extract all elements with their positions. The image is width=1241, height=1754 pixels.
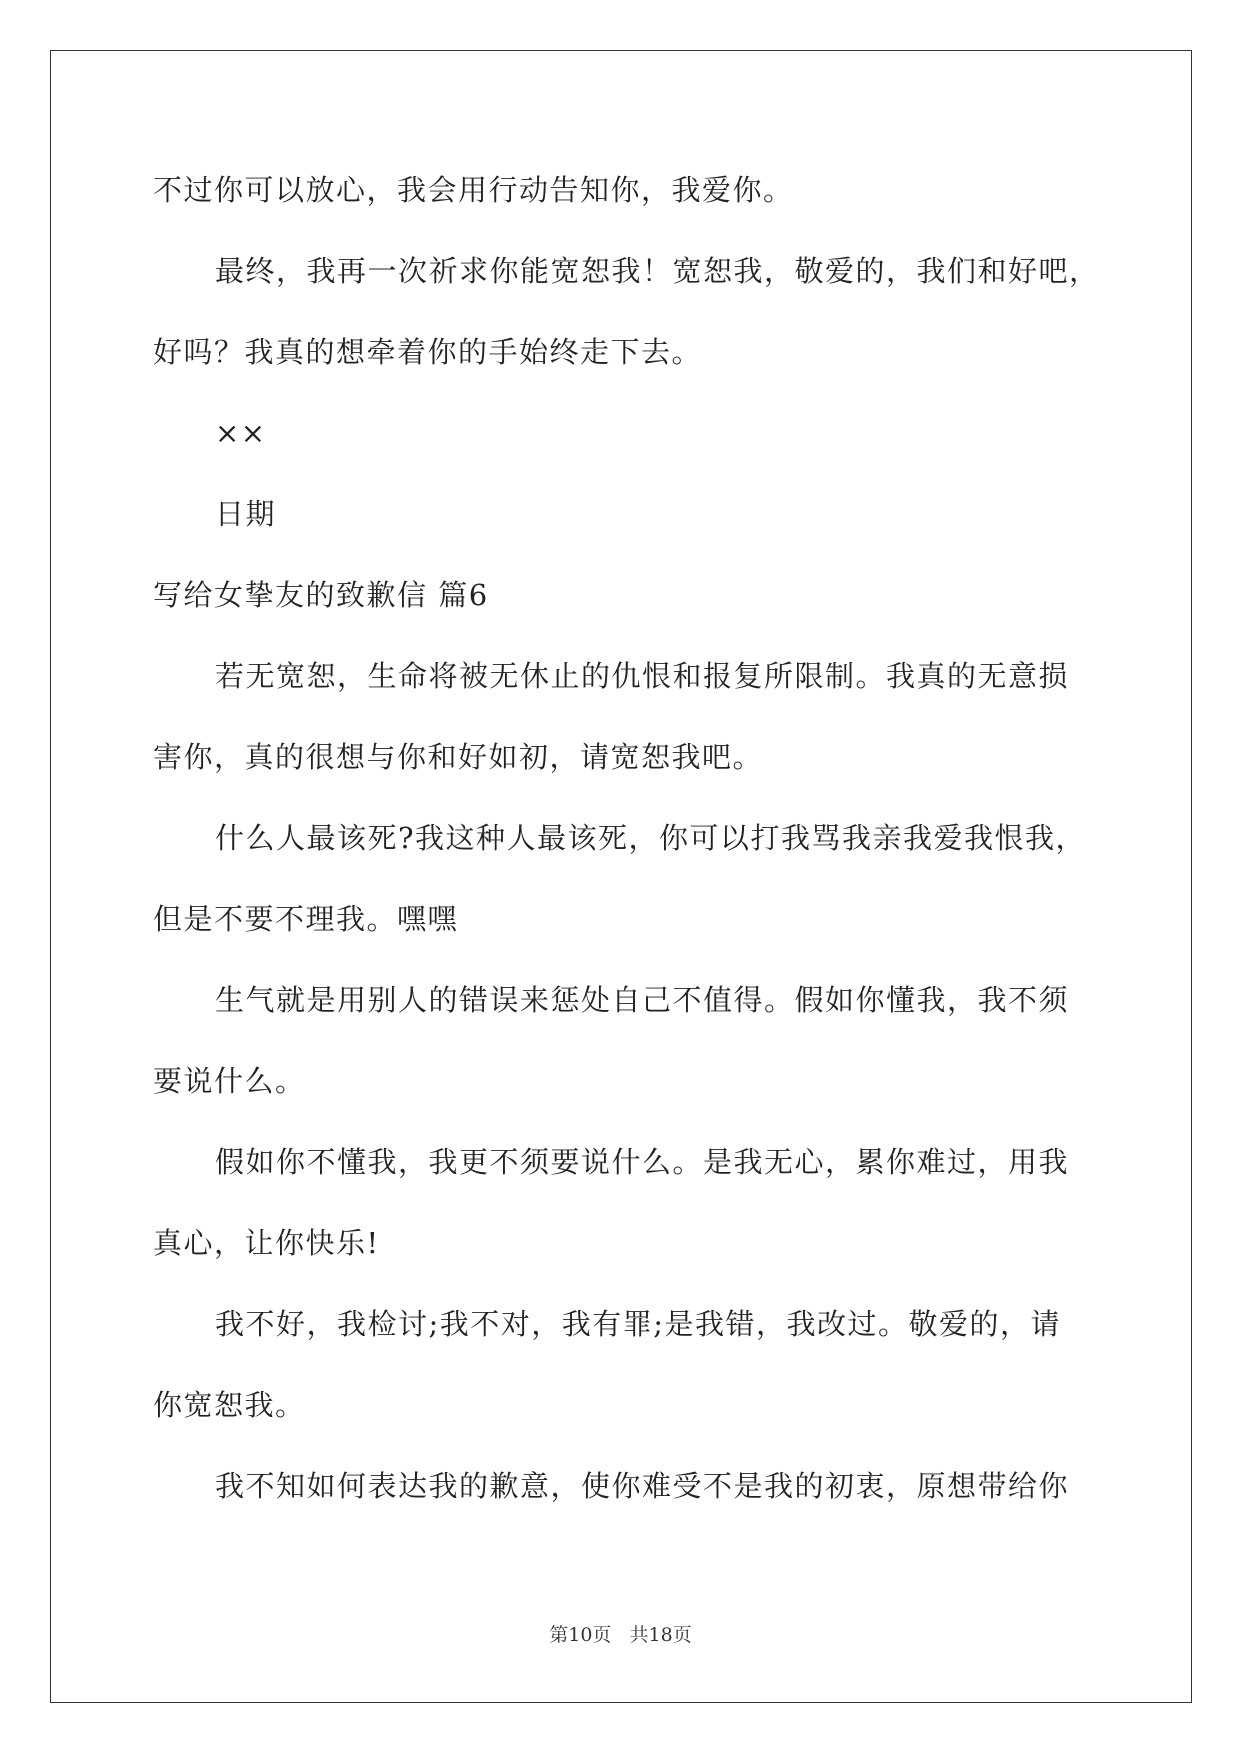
text-line: 我不好，我检讨;我不对，我有罪;是我错，我改过。敬爱的，请: [215, 1307, 1062, 1341]
text-line: 若无宽恕，生命将被无休止的仇恨和报复所限制。我真的无意损: [215, 659, 1070, 693]
text-line: 最终，我再一次祈求你能宽恕我！宽恕我，敬爱的，我们和好吧，: [215, 254, 1100, 288]
section-heading: 写给女挚友的致歉信 篇6: [153, 578, 489, 612]
text-line: 真心，让你快乐!: [153, 1226, 380, 1260]
text-line: 生气就是用别人的错误来惩处自己不值得。假如你懂我，我不须: [215, 983, 1070, 1017]
text-line: 害你，真的很想与你和好如初，请宽恕我吧。: [153, 740, 764, 774]
text-line: 假如你不懂我，我更不须要说什么。是我无心，累你难过，用我: [215, 1145, 1070, 1179]
document-body: [153, 150, 1100, 1527]
text-line: 什么人最该死?我这种人最该死，你可以打我骂我亲我爱我恨我，: [215, 821, 1087, 855]
text-line: 你宽恕我。: [153, 1388, 306, 1422]
text-line: 我不知如何表达我的歉意，使你难受不是我的初衷，原想带给你: [215, 1469, 1070, 1503]
text-line: 但是不要不理我。嘿嘿: [153, 902, 459, 936]
date-label: 日期: [215, 497, 277, 531]
signature: ××: [215, 416, 267, 450]
text-line: 好吗？我真的想牵着你的手始终走下去。: [153, 335, 703, 369]
text-line: 不过你可以放心，我会用行动告知你，我爱你。: [153, 173, 794, 207]
page-number: 第10页 共18页: [549, 1624, 692, 1646]
text-line: 要说什么。: [153, 1064, 306, 1098]
